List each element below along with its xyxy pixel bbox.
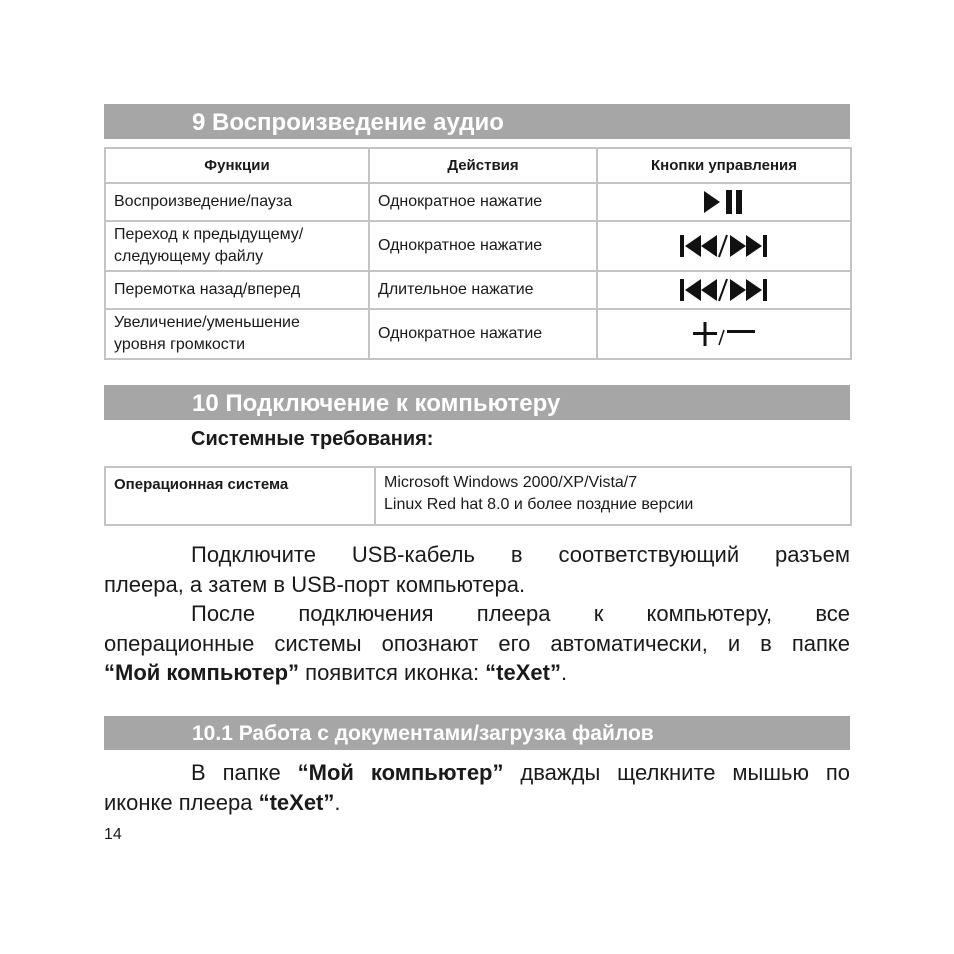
button-cell <box>597 271 851 309</box>
table-row <box>105 271 851 309</box>
my-computer-label: “Мой компьютер” <box>297 760 504 785</box>
function-line: уровня громкости <box>114 336 246 353</box>
os-line: Microsoft Windows 2000/XP/Vista/7 <box>384 474 638 491</box>
paragraph-line <box>104 788 850 818</box>
system-requirements-table <box>104 466 852 526</box>
function-cell <box>105 309 369 359</box>
paragraph-documents <box>104 758 850 817</box>
section-10-heading: 10 Подключение к компьютеру <box>104 385 850 420</box>
paragraph-line: плеера, а затем в USB-порт компьютера. <box>104 571 526 597</box>
button-cell <box>597 221 851 271</box>
table-row <box>105 467 851 525</box>
paragraph-text: . <box>334 789 341 815</box>
paragraph-usb <box>104 540 850 688</box>
function-line: Увеличение/уменьшение <box>114 314 300 331</box>
action-cell: Однократное нажатие <box>369 183 597 221</box>
section-10-1-heading: 10.1 Работа с документами/загрузка файлов <box>104 716 850 750</box>
header-functions: Функции <box>105 148 369 183</box>
paragraph-line <box>104 758 850 788</box>
header-actions: Действия <box>369 148 597 183</box>
paragraph-line: После подключения плеера к компьютеру, все <box>191 601 850 626</box>
function-cell: Воспроизведение/пауза <box>105 183 369 221</box>
my-computer-label: “Мой компьютер” <box>104 660 300 685</box>
function-cell: Перемотка назад/вперед <box>105 271 369 309</box>
paragraph-text: появится иконка: <box>299 660 486 685</box>
prev-next-icon <box>679 233 769 259</box>
button-cell <box>597 309 851 359</box>
play-pause-icon <box>702 188 746 216</box>
action-cell: Длительное нажатие <box>369 271 597 309</box>
function-line: Переход к предыдущему/ <box>114 226 304 243</box>
system-requirements-heading: Системные требования: <box>191 428 434 450</box>
os-value-cell <box>375 467 851 525</box>
volume-plus-minus-icon <box>691 319 757 349</box>
table-row <box>105 183 851 221</box>
texet-label: “teXet” <box>485 660 561 685</box>
paragraph-text: . <box>560 660 568 685</box>
os-label-cell: Операционная система <box>105 467 375 525</box>
paragraph-line <box>104 658 850 688</box>
page-number: 14 <box>104 826 122 843</box>
paragraph-text: В папке <box>191 760 298 785</box>
paragraph-text: иконке плеера <box>104 789 259 815</box>
table-header-row <box>105 148 851 183</box>
table-row <box>105 221 851 271</box>
paragraph-line: Подключите USB-кабель в соответствующий разъем <box>191 542 850 567</box>
audio-controls-table <box>104 147 852 360</box>
button-cell <box>597 183 851 221</box>
paragraph-text: дважды щелкните мышью по <box>503 760 851 785</box>
os-line: Linux Red hat 8.0 и более поздние версии <box>384 496 694 513</box>
function-line: следующему файлу <box>114 248 264 265</box>
header-buttons: Кнопки управления <box>597 148 851 183</box>
texet-label: “teXet” <box>258 789 335 815</box>
table-row <box>105 309 851 359</box>
paragraph-line: операционные системы опознают его автоматически, и в папке <box>104 630 850 656</box>
action-cell: Однократное нажатие <box>369 309 597 359</box>
action-cell: Однократное нажатие <box>369 221 597 271</box>
function-cell <box>105 221 369 271</box>
rewind-forward-icon <box>679 277 769 303</box>
section-9-heading: 9 Воспроизведение аудио <box>104 104 850 139</box>
